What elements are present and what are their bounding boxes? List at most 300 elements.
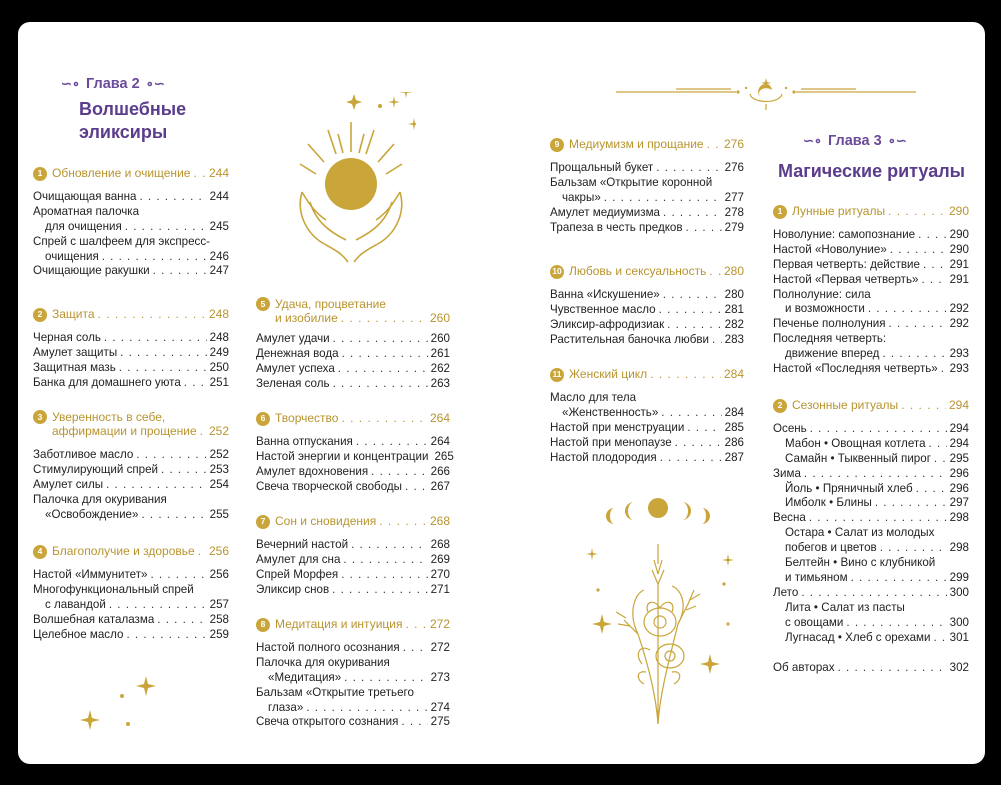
- dot-leader: [351, 538, 428, 553]
- dot-leader: [403, 641, 428, 656]
- entry-title: Лето: [773, 585, 799, 599]
- dot-leader: [401, 715, 427, 730]
- toc-entry[interactable]: [33, 376, 229, 391]
- entry-title: Эликсир-афродизиак: [550, 317, 665, 331]
- toc-entry[interactable]: [256, 538, 450, 553]
- toc-entry[interactable]: [256, 568, 450, 583]
- dot-leader: [126, 628, 206, 643]
- entry-title: «Женственность»: [562, 405, 659, 419]
- ornament-left-icon: ∽∘: [61, 76, 81, 91]
- page-number: 264: [430, 434, 450, 448]
- dot-leader: [675, 436, 722, 451]
- page-number: 301: [949, 630, 969, 644]
- page-number: 292: [949, 317, 969, 331]
- dot-leader: [663, 288, 722, 303]
- dot-leader: [687, 421, 721, 436]
- entry-title: Амулет успеха: [256, 361, 335, 375]
- page-number: 244: [209, 189, 229, 203]
- toc-entry[interactable]: [773, 302, 969, 317]
- section-number-badge: 2: [773, 399, 787, 413]
- page-number: 300: [949, 615, 969, 629]
- page-number: 277: [724, 190, 744, 204]
- column-1: [33, 76, 229, 641]
- toc-entry[interactable]: [550, 406, 744, 421]
- dot-leader: [809, 511, 947, 526]
- toc-entry[interactable]: [773, 228, 969, 243]
- entry-title: Денежная вода: [256, 346, 339, 360]
- entry-title: Очищающие ракушки: [33, 264, 150, 278]
- entry-title: Чувственное масло: [550, 302, 656, 316]
- page-number: 280: [724, 287, 744, 301]
- section-5[interactable]: 5 Удача, процветание и изобилие . . . 260 Амулет удачи . . . 260 Денежная вода . . . 261 Амулет успеха . . . 262 Зеленая соль . . . 263: [256, 297, 450, 392]
- entry-title: движение вперед: [785, 347, 880, 361]
- page-number: 295: [949, 451, 969, 465]
- dot-leader: [916, 482, 947, 497]
- entry-title: побегов и цветов: [785, 541, 877, 555]
- entry-title: Амулет защиты: [33, 345, 118, 359]
- entry-title: Настой энергии и концентрации: [256, 449, 429, 463]
- dot-leader: [119, 361, 207, 376]
- toc-entry[interactable]: [33, 448, 229, 463]
- entry-title: Банка для домашнего уюта: [33, 375, 181, 389]
- dot-leader: [838, 661, 947, 676]
- dot-leader: [125, 220, 207, 235]
- section-6[interactable]: [256, 411, 454, 495]
- toc-entry[interactable]: [256, 641, 450, 656]
- entry-title: Мабон • Овощная котлета: [785, 436, 926, 450]
- dot-leader: [889, 317, 947, 332]
- entry-title: Настой плодородия: [550, 450, 657, 464]
- page-number: 249: [209, 345, 229, 359]
- dot-leader: [109, 598, 207, 613]
- dot-leader: [379, 514, 427, 529]
- entry-title: чакры»: [562, 190, 601, 204]
- toc-entry[interactable]: [773, 452, 969, 467]
- toc-entry-line: Полнолуние: сила: [773, 287, 871, 301]
- section-number-badge: 3: [33, 410, 47, 424]
- toc-entry[interactable]: [550, 333, 744, 348]
- toc-entry[interactable]: [33, 250, 229, 265]
- section-7[interactable]: [256, 514, 450, 598]
- dot-leader: [405, 480, 428, 495]
- toc-entry[interactable]: [33, 424, 229, 439]
- ornament-left-icon: ∽∘: [803, 133, 823, 148]
- dot-leader: [667, 318, 722, 333]
- page-number: 248: [208, 307, 229, 321]
- section-number-badge: 1: [33, 167, 47, 181]
- entry-title: Сезонные ритуалы: [792, 398, 899, 412]
- stars-decoration-icon: [78, 662, 188, 742]
- entry-title: Медитация и интуиция: [275, 617, 403, 631]
- entry-title: Любовь и сексуальность: [569, 264, 707, 278]
- dot-leader: [882, 347, 946, 362]
- page-number: 294: [948, 398, 969, 412]
- page-number: 264: [429, 411, 450, 425]
- dot-leader: [139, 190, 206, 205]
- section-8[interactable]: [256, 617, 450, 730]
- entry-title: аффирмации и прощение: [52, 424, 197, 438]
- entry-title: Прощальный букет: [550, 160, 654, 174]
- entry-title: Настой «Иммунитет»: [33, 567, 148, 581]
- entry-title: Настой полного осознания: [256, 640, 400, 654]
- entry-title: очищения: [45, 249, 99, 263]
- about-authors[interactable]: [773, 661, 969, 676]
- section-number-badge: 6: [256, 412, 270, 426]
- page-number: 254: [209, 477, 229, 491]
- toc-entry[interactable]: [33, 166, 229, 181]
- dot-leader: [104, 331, 207, 346]
- toc-entry[interactable]: [33, 361, 229, 376]
- toc-entry-line: Масло для тела: [550, 390, 637, 404]
- toc-entry[interactable]: [256, 411, 450, 426]
- dot-leader: [405, 617, 427, 632]
- page-number: 297: [949, 496, 969, 510]
- entry-title: Имболк • Блины: [785, 496, 872, 510]
- entry-title: Настой «Последняя четверть»: [773, 362, 938, 376]
- section-2[interactable]: [33, 307, 229, 391]
- section-seasonal[interactable]: [773, 398, 969, 646]
- entry-title: Ванна «Искушение»: [550, 287, 660, 301]
- dot-leader: [102, 250, 207, 265]
- toc-entry[interactable]: [33, 264, 229, 279]
- page-number: 270: [430, 567, 450, 581]
- toc-entry[interactable]: [33, 220, 229, 235]
- toc-entry-line: Бальзам «Открытие третьего: [256, 685, 414, 699]
- dot-leader: [880, 541, 947, 556]
- page-number: 284: [724, 405, 744, 419]
- chapter-label-3: ∽∘ Глава 3 ∘∽: [803, 133, 907, 149]
- entry-title: Спрей Морфея: [256, 567, 339, 581]
- entry-title: Лугнасад • Хлеб с орехами: [785, 630, 931, 644]
- toc-entry[interactable]: [33, 568, 229, 583]
- toc-entry[interactable]: [33, 544, 229, 559]
- entry-title: Растительная баночка любви: [550, 332, 709, 346]
- section-9[interactable]: [550, 137, 744, 235]
- chapter-title: Волшебные эликсиры: [79, 99, 187, 142]
- page-number: 262: [430, 361, 450, 375]
- page-number: 280: [723, 264, 744, 278]
- toc-entry[interactable]: [773, 496, 969, 511]
- moon-phases-flowers-illustration-icon: [578, 494, 738, 734]
- toc-entry-line: Лита • Салат из пасты: [785, 600, 905, 614]
- toc-entry[interactable]: [33, 190, 229, 205]
- toc-entry[interactable]: [33, 331, 229, 346]
- page-number: 252: [209, 447, 229, 461]
- dot-leader: [686, 221, 722, 236]
- toc-entry-line: Последняя четверть:: [773, 332, 887, 346]
- page-number: 294: [949, 421, 969, 435]
- section-number-badge: 10: [550, 265, 564, 279]
- sun-hands-illustration-icon: [286, 92, 416, 272]
- page-number: 298: [949, 541, 969, 555]
- toc-entry[interactable]: [256, 332, 450, 347]
- toc-entry[interactable]: [256, 311, 450, 326]
- dot-leader: [106, 478, 207, 493]
- toc-entry[interactable]: [773, 437, 969, 452]
- page-number: 251: [209, 375, 229, 389]
- toc-entry[interactable]: [773, 273, 969, 288]
- entry-title: глаза»: [268, 700, 304, 714]
- toc-entry[interactable]: [773, 317, 969, 332]
- dot-leader: [342, 347, 428, 362]
- dot-leader: [371, 465, 428, 480]
- page-number: 257: [209, 597, 229, 611]
- toc-entry-line: Палочка для окуривания: [256, 655, 390, 669]
- toc-entry[interactable]: [773, 511, 969, 526]
- toc-entry[interactable]: [773, 422, 969, 437]
- dot-leader: [120, 346, 206, 361]
- entry-title: Заботливое масло: [33, 447, 134, 461]
- page-number: 269: [430, 552, 450, 566]
- toc-entry[interactable]: [33, 478, 229, 493]
- entry-title: Зеленая соль: [256, 376, 330, 390]
- toc-entry-line: Белтейн • Вино с клубникой: [785, 556, 936, 570]
- toc-entry[interactable]: [773, 616, 969, 631]
- page-number: 300: [949, 585, 969, 599]
- dot-leader: [306, 701, 427, 716]
- toc-entry[interactable]: [256, 362, 450, 377]
- dot-leader: [157, 613, 206, 628]
- toc-entry[interactable]: [33, 508, 229, 523]
- entry-title: Творчество: [275, 411, 339, 425]
- toc-entry[interactable]: [773, 571, 969, 586]
- toc-entry[interactable]: [256, 449, 454, 465]
- toc-entry-line: Спрей с шалфеем для экспресс-: [33, 234, 210, 248]
- page-number: 294: [949, 436, 969, 450]
- page-number: 259: [209, 627, 229, 641]
- toc-entry[interactable]: [256, 701, 450, 716]
- dot-leader: [650, 367, 721, 382]
- toc-entry[interactable]: [550, 303, 744, 318]
- entry-title: Зима: [773, 466, 801, 480]
- toc-entry[interactable]: [550, 191, 744, 206]
- entry-title: Амулет силы: [33, 477, 104, 491]
- toc-entry[interactable]: [550, 137, 744, 152]
- toc-entry[interactable]: [773, 347, 969, 362]
- dot-leader: [193, 166, 206, 181]
- toc-entry[interactable]: [256, 617, 450, 632]
- entry-title: Вечерний настой: [256, 537, 349, 551]
- page-number: 274: [430, 700, 450, 714]
- toc-entry[interactable]: [550, 318, 744, 333]
- page-number: 291: [949, 257, 969, 271]
- dot-leader: [198, 544, 206, 559]
- entry-title: Сон и сновидения: [275, 514, 377, 528]
- entry-title: Свеча творческой свободы: [256, 479, 402, 493]
- toc-entry[interactable]: [33, 463, 229, 478]
- moon-divider-icon: [616, 78, 916, 112]
- dot-leader: [875, 496, 947, 511]
- page-number: 253: [209, 462, 229, 476]
- entry-title: Амулет медиумизма: [550, 205, 660, 219]
- toc-entry[interactable]: [256, 514, 450, 529]
- toc-entry[interactable]: [550, 206, 744, 221]
- page-number: 247: [209, 264, 229, 278]
- entry-title: Амулет удачи: [256, 331, 330, 345]
- page-number: 284: [723, 367, 744, 381]
- page-number: 281: [724, 302, 744, 316]
- entry-title: Женский цикл: [569, 367, 648, 381]
- entry-title: Об авторах: [773, 661, 835, 674]
- toc-entry[interactable]: [33, 307, 229, 322]
- page-number: 268: [429, 514, 450, 528]
- page-number: 282: [724, 317, 744, 331]
- toc-entry[interactable]: [773, 243, 969, 258]
- page-number: 286: [724, 435, 744, 449]
- page-number: 263: [430, 376, 450, 390]
- page-number: 246: [209, 249, 229, 263]
- entry-title: с лавандой: [45, 597, 106, 611]
- page-number: 285: [724, 420, 744, 434]
- toc-entry[interactable]: [773, 398, 969, 413]
- toc-entry[interactable]: [33, 628, 229, 643]
- page-number: 287: [724, 450, 744, 464]
- page-number: 296: [949, 481, 969, 495]
- section-3[interactable]: 3 Уверенность в себе, аффирмации и прощение . . . 252 Заботливое масло . . . 252 Стимулирующий спрей . . . 253 Амулет силы . . . 254 Палочка для окуривания «Освобождение» . . . 255: [33, 410, 229, 522]
- dot-leader: [933, 631, 946, 646]
- section-number-badge: 5: [256, 297, 270, 311]
- toc-entry[interactable]: [256, 553, 450, 568]
- entry-title: Свеча открытого сознания: [256, 715, 399, 729]
- toc-entry[interactable]: [256, 377, 450, 392]
- section-1[interactable]: [33, 166, 229, 279]
- toc-entry[interactable]: [256, 583, 450, 598]
- page-number: 252: [208, 424, 229, 438]
- toc-entry[interactable]: [550, 421, 744, 436]
- toc-entry[interactable]: [256, 715, 450, 730]
- entry-title: Весна: [773, 511, 806, 525]
- entry-title: Очищающая ванна: [33, 189, 137, 203]
- dot-leader: [663, 206, 722, 221]
- chapter-label: ∽∘ Глава 2 ∘∽: [61, 76, 165, 92]
- entry-title: Защита: [52, 307, 95, 321]
- page-number: 271: [430, 582, 450, 596]
- toc-entry[interactable]: [256, 671, 450, 686]
- page-number: 244: [208, 166, 229, 180]
- dot-leader: [200, 424, 206, 439]
- toc-entry[interactable]: [256, 480, 450, 495]
- dot-leader: [868, 302, 947, 317]
- page-number: 258: [209, 612, 229, 626]
- toc-entry-line: Ароматная палочка: [33, 204, 140, 218]
- page-number: 296: [949, 466, 969, 480]
- entry-title: Благополучие и здоровье: [52, 544, 195, 558]
- dot-leader: [161, 463, 207, 478]
- dot-leader: [343, 553, 427, 568]
- entry-title: Настой «Первая четверть»: [773, 272, 919, 286]
- section-number-badge: 4: [33, 545, 47, 559]
- dot-leader: [604, 191, 722, 206]
- toc-entry[interactable]: [550, 451, 744, 466]
- entry-title: Настой при менопаузе: [550, 435, 672, 449]
- dot-leader: [150, 568, 206, 583]
- page-number: 273: [430, 670, 450, 684]
- page-number: 255: [209, 507, 229, 521]
- dot-leader: [184, 376, 207, 391]
- entry-title: Черная соль: [33, 330, 101, 344]
- page-number: 290: [949, 242, 969, 256]
- dot-leader: [851, 571, 947, 586]
- dot-leader: [656, 161, 721, 176]
- toc-entry[interactable]: [773, 541, 969, 556]
- page-number: 261: [430, 346, 450, 360]
- dot-leader: [846, 616, 946, 631]
- toc-entry-line: Остара • Салат из молодых: [785, 526, 935, 540]
- page-number: 292: [949, 302, 969, 316]
- toc-entry-line: Палочка для окуривания: [33, 492, 167, 506]
- entry-title: «Медитация»: [268, 670, 342, 684]
- page-number: 293: [949, 362, 969, 376]
- dot-leader: [333, 377, 428, 392]
- section-number-badge: 7: [256, 515, 270, 529]
- toc-entry[interactable]: [550, 161, 744, 176]
- toc-entry[interactable]: [773, 258, 969, 273]
- toc-entry[interactable]: [773, 631, 969, 646]
- toc-entry-line: Многофункциональный спрей: [33, 582, 194, 596]
- entry-title: с овощами: [785, 615, 844, 629]
- page-number: 302: [949, 661, 969, 674]
- page-number: 276: [723, 137, 744, 151]
- entry-title: «Освобождение»: [45, 507, 139, 521]
- entry-title: Ванна отпускания: [256, 434, 353, 448]
- toc-entry[interactable]: [33, 613, 229, 628]
- toc-entry[interactable]: [550, 221, 744, 236]
- entry-title: Лунные ритуалы: [792, 204, 886, 218]
- dot-leader: [923, 258, 947, 273]
- book-spread: [18, 22, 985, 764]
- toc-entry[interactable]: [256, 465, 450, 480]
- entry-title: Первая четверть: действие: [773, 257, 920, 271]
- dot-leader: [338, 362, 428, 377]
- toc-entry[interactable]: [550, 436, 744, 451]
- toc-entry[interactable]: [256, 435, 450, 450]
- dot-leader: [136, 448, 206, 463]
- section-11[interactable]: [550, 367, 744, 465]
- section-lunar[interactable]: [773, 204, 969, 377]
- dot-leader: [341, 311, 427, 326]
- section-number-badge: 1: [773, 205, 787, 219]
- dot-leader: [341, 568, 427, 583]
- toc-entry[interactable]: [550, 288, 744, 303]
- toc-entry[interactable]: [773, 204, 969, 219]
- page-number: 245: [209, 219, 229, 233]
- section-number-badge: 9: [550, 138, 564, 152]
- dot-leader: [929, 437, 947, 452]
- page-number: 291: [949, 272, 969, 286]
- toc-entry[interactable]: [773, 482, 969, 497]
- toc-entry[interactable]: [773, 467, 969, 482]
- toc-entry[interactable]: [550, 264, 744, 279]
- section-number-badge: 2: [33, 308, 47, 322]
- entry-title: и тимьяном: [785, 570, 848, 584]
- dot-leader: [659, 303, 722, 318]
- dot-leader: [918, 228, 947, 243]
- toc-entry-line: Бальзам «Открытие коронной: [550, 175, 713, 189]
- dot-leader: [341, 411, 427, 426]
- toc-entry[interactable]: [550, 367, 744, 382]
- toc-entry[interactable]: [773, 362, 969, 377]
- toc-entry[interactable]: [773, 661, 969, 676]
- entry-title: Амулет для сна: [256, 552, 341, 566]
- section-4[interactable]: [33, 544, 229, 642]
- dot-leader: [921, 273, 946, 288]
- toc-entry[interactable]: [773, 586, 969, 601]
- toc-entry[interactable]: [33, 598, 229, 613]
- toc-entry[interactable]: [256, 347, 450, 362]
- section-10[interactable]: [550, 264, 744, 348]
- page-number: 256: [209, 567, 229, 581]
- toc-entry[interactable]: [33, 346, 229, 361]
